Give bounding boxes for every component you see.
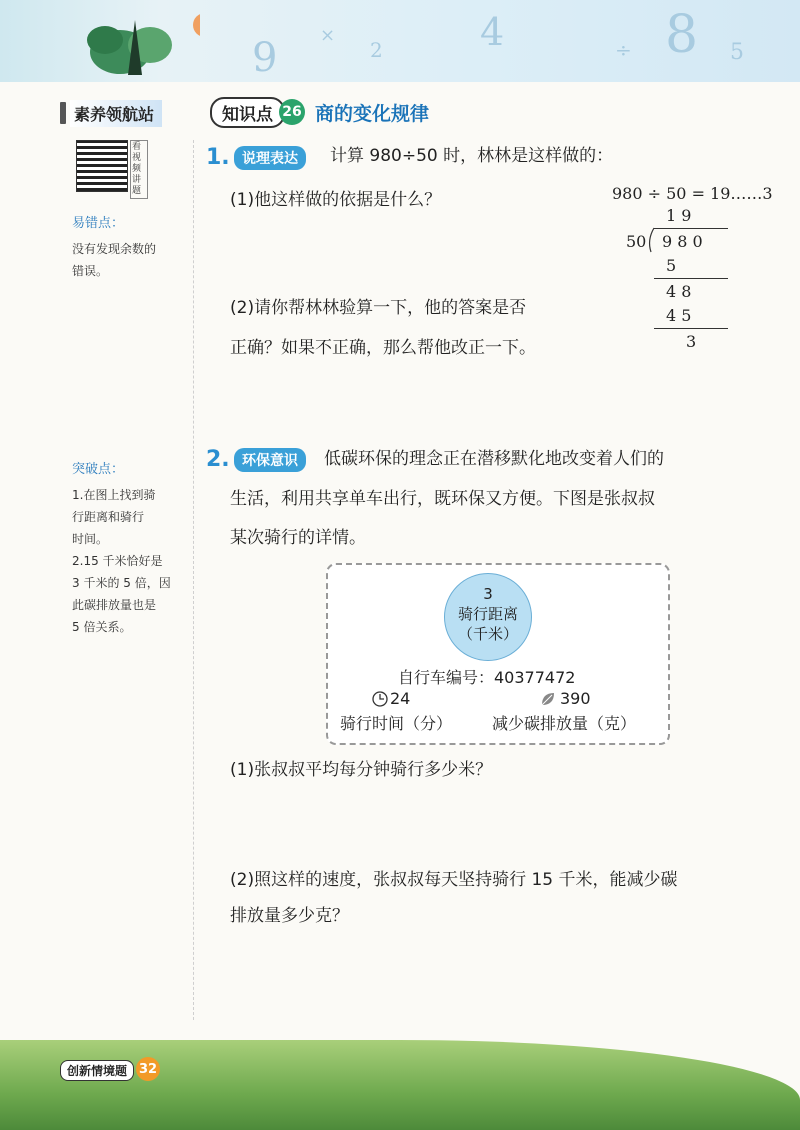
plant-decoration-icon [0, 0, 200, 82]
distance-circle [444, 573, 532, 661]
top-banner [0, 0, 800, 82]
division-step2: 4 8 [666, 282, 692, 301]
carbon-value: 390 [560, 689, 591, 708]
time-value: 24 [390, 689, 411, 708]
knowledge-title: 商的变化规律 [315, 102, 430, 125]
banner-digit: 9 [252, 35, 278, 81]
question-1-tag: 说理表达 [234, 146, 306, 170]
section-label: 素养领航站 [70, 100, 162, 127]
question-2-sub2-line2: 排放量多少克？ [230, 906, 349, 926]
sidebar-line: 1.在图上找到骑 [72, 488, 156, 502]
division-dividend: 9 8 0 [662, 232, 703, 251]
error-point-text [72, 238, 156, 282]
sidebar-divider [193, 140, 195, 1020]
carbon-label: 减少碳排放量（克） [492, 714, 637, 733]
error-point-heading: 易错点： [72, 216, 125, 231]
sidebar-line: 3 千米的 5 倍，因 [72, 576, 171, 590]
qr-code[interactable] [76, 140, 128, 192]
clock-icon [372, 691, 388, 707]
question-1-stem: 计算 980÷50 时，林林是这样做的： [330, 146, 614, 166]
question-2-sub2-line1: (2)照这样的速度，张叔叔每天坚持骑行 15 千米，能减少碳 [230, 870, 678, 890]
question-2-sub1: (1)张叔叔平均每分钟骑行多少米？ [230, 760, 493, 780]
question-2-tag: 环保意识 [234, 448, 306, 472]
ride-detail-card [326, 563, 670, 745]
question-1-sub2-line1: (2)请你帮林林验算一下，他的答案是否 [230, 298, 527, 318]
knowledge-pill: 知识点 [210, 97, 285, 128]
qr-label: 看视频讲题 [130, 140, 148, 199]
banner-digit: 2 [370, 38, 383, 62]
sidebar-line: 行距离和骑行 [72, 510, 145, 524]
distance-unit: （千米） [457, 625, 518, 643]
question-1-sub2-line2: 正确？如果不正确，那么帮他改正一下。 [230, 338, 536, 358]
sidebar-line: 时间。 [72, 532, 109, 546]
knowledge-number-badge: 26 [279, 99, 305, 125]
breakthrough-heading: 突破点： [72, 462, 125, 477]
banner-digit: × [320, 25, 336, 46]
division-step1: 5 [666, 256, 677, 275]
footer-tag: 创新情境题 [60, 1060, 134, 1081]
banner-digit: 5 [730, 40, 744, 65]
division-remainder: 3 [686, 332, 697, 351]
time-label: 骑行时间（分） [340, 714, 453, 733]
question-2-number: 2. [206, 447, 230, 472]
question-2-stem-line2: 生活，利用共享单车出行，既环保又方便。下图是张叔叔 [230, 489, 655, 509]
banner-digit: 4 [480, 10, 505, 54]
section-header [60, 100, 162, 126]
banner-digit: ÷ [615, 38, 632, 62]
division-step3: 4 5 [666, 306, 692, 325]
distance-value: 3 [483, 585, 493, 603]
banner-digit: 8 [665, 5, 699, 65]
division-line [654, 328, 728, 329]
flag-icon [60, 102, 66, 124]
division-bracket [646, 227, 656, 253]
division-quotient: 1 9 [666, 206, 692, 225]
division-equation: 980 ÷ 50 = 19……3 [612, 184, 773, 203]
division-line [654, 278, 728, 279]
question-1-sub1: (1)他这样做的依据是什么？ [230, 190, 442, 210]
sidebar-line: 此碳排放量也是 [72, 598, 157, 612]
question-1-number: 1. [206, 145, 230, 170]
distance-label: 骑行距离 [457, 605, 518, 623]
division-bar [654, 228, 728, 229]
footer-band [0, 1040, 800, 1130]
breakthrough-text [72, 484, 171, 638]
knowledge-point-header [210, 98, 429, 126]
question-2-stem-line1: 低碳环保的理念正在潜移默化地改变着人们的 [324, 449, 664, 469]
sidebar-line: 2.15 千米恰好是 [72, 554, 163, 568]
sidebar-line: 错误。 [72, 264, 109, 278]
sidebar-line: 5 倍关系。 [72, 620, 132, 634]
leaf-icon [540, 691, 556, 707]
page-number: 32 [136, 1057, 160, 1081]
division-divisor: 50 [626, 232, 647, 251]
bike-id: 自行车编号：40377472 [398, 668, 576, 687]
question-2-stem-line3: 某次骑行的详情。 [230, 528, 366, 548]
sidebar-line: 没有发现余数的 [72, 242, 157, 256]
